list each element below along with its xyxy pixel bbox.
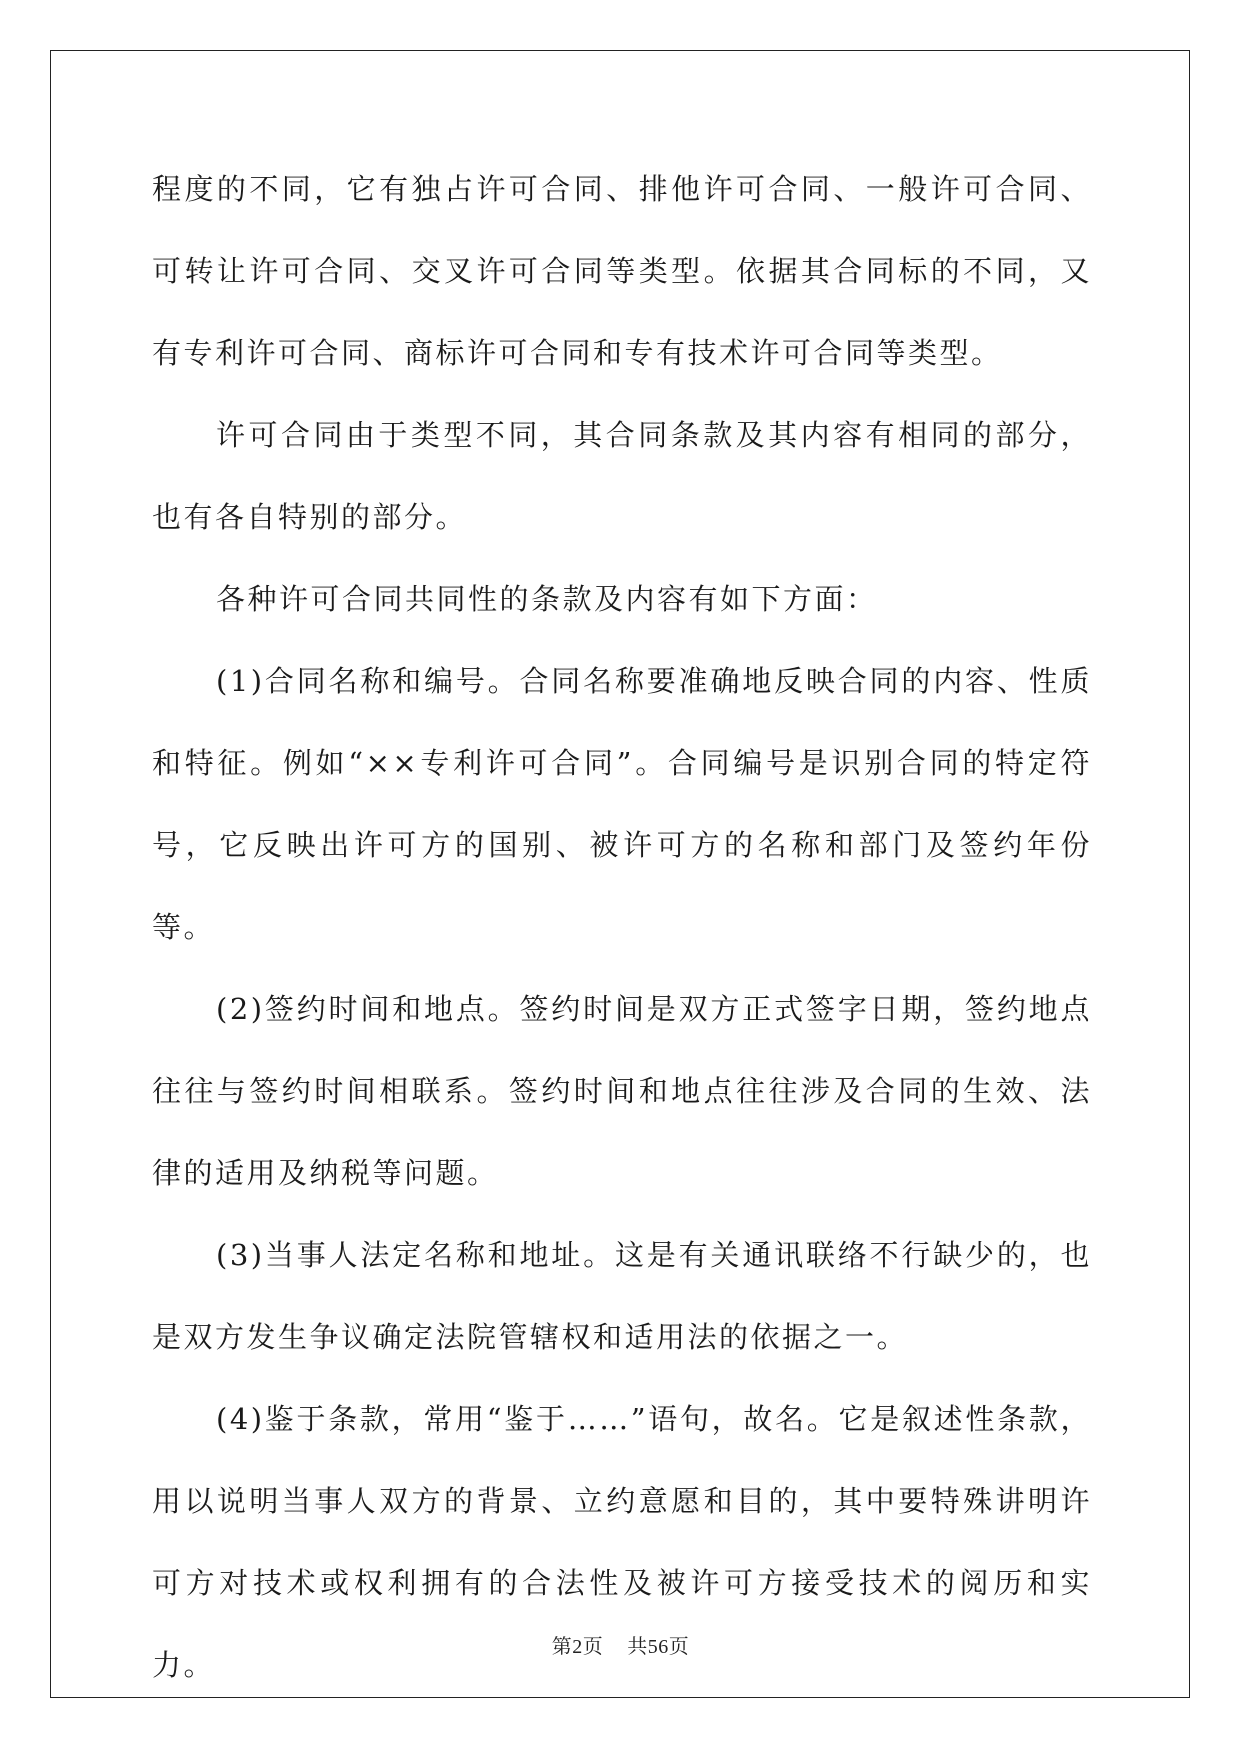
paragraph-7: (4)鉴于条款，常用“鉴于……”语句，故名。它是叙述性条款，用以说明当事人双方的背景、立约意愿和目的，其中要特殊讲明许可方对技术或权利拥有的合法性及被许可方接受技术的阅历和实力。 [152, 1402, 1092, 1682]
paragraph-2: 许可合同由于类型不同，其合同条款及其内容有相同的部分，也有各自特别的部分。 [152, 418, 1092, 534]
page-total: 共56页 [627, 1636, 690, 1658]
paragraph-4: (1)合同名称和编号。合同名称要准确地反映合同的内容、性质和特征。例如“××专利许可合同”。合同编号是识别合同的特定符号，它反映出许可方的国别、被许可方的名称和部门及签约年份等。 [152, 664, 1092, 944]
page-footer [0, 1630, 1241, 1659]
page-number: 第2页 [551, 1636, 604, 1658]
paragraph-1: 程度的不同，它有独占许可合同、排他许可合同、一般许可合同、可转让许可合同、交叉许可合同等类型。依据其合同标的不同，又有专利许可合同、商标许可合同和专有技术许可合同等类型。 [152, 172, 1092, 370]
paragraph-5: (2)签约时间和地点。签约时间是双方正式签字日期，签约地点往往与签约时间相联系。签约时间和地点往往涉及合同的生效、法律的适用及纳税等问题。 [152, 992, 1092, 1190]
paragraph-6: (3)当事人法定名称和地址。这是有关通讯联络不行缺少的，也是双方发生争议确定法院管辖权和适用法的依据之一。 [152, 1238, 1092, 1354]
paragraph-3: 各种许可合同共同性的条款及内容有如下方面： [216, 582, 878, 616]
document-body [152, 148, 1092, 1706]
